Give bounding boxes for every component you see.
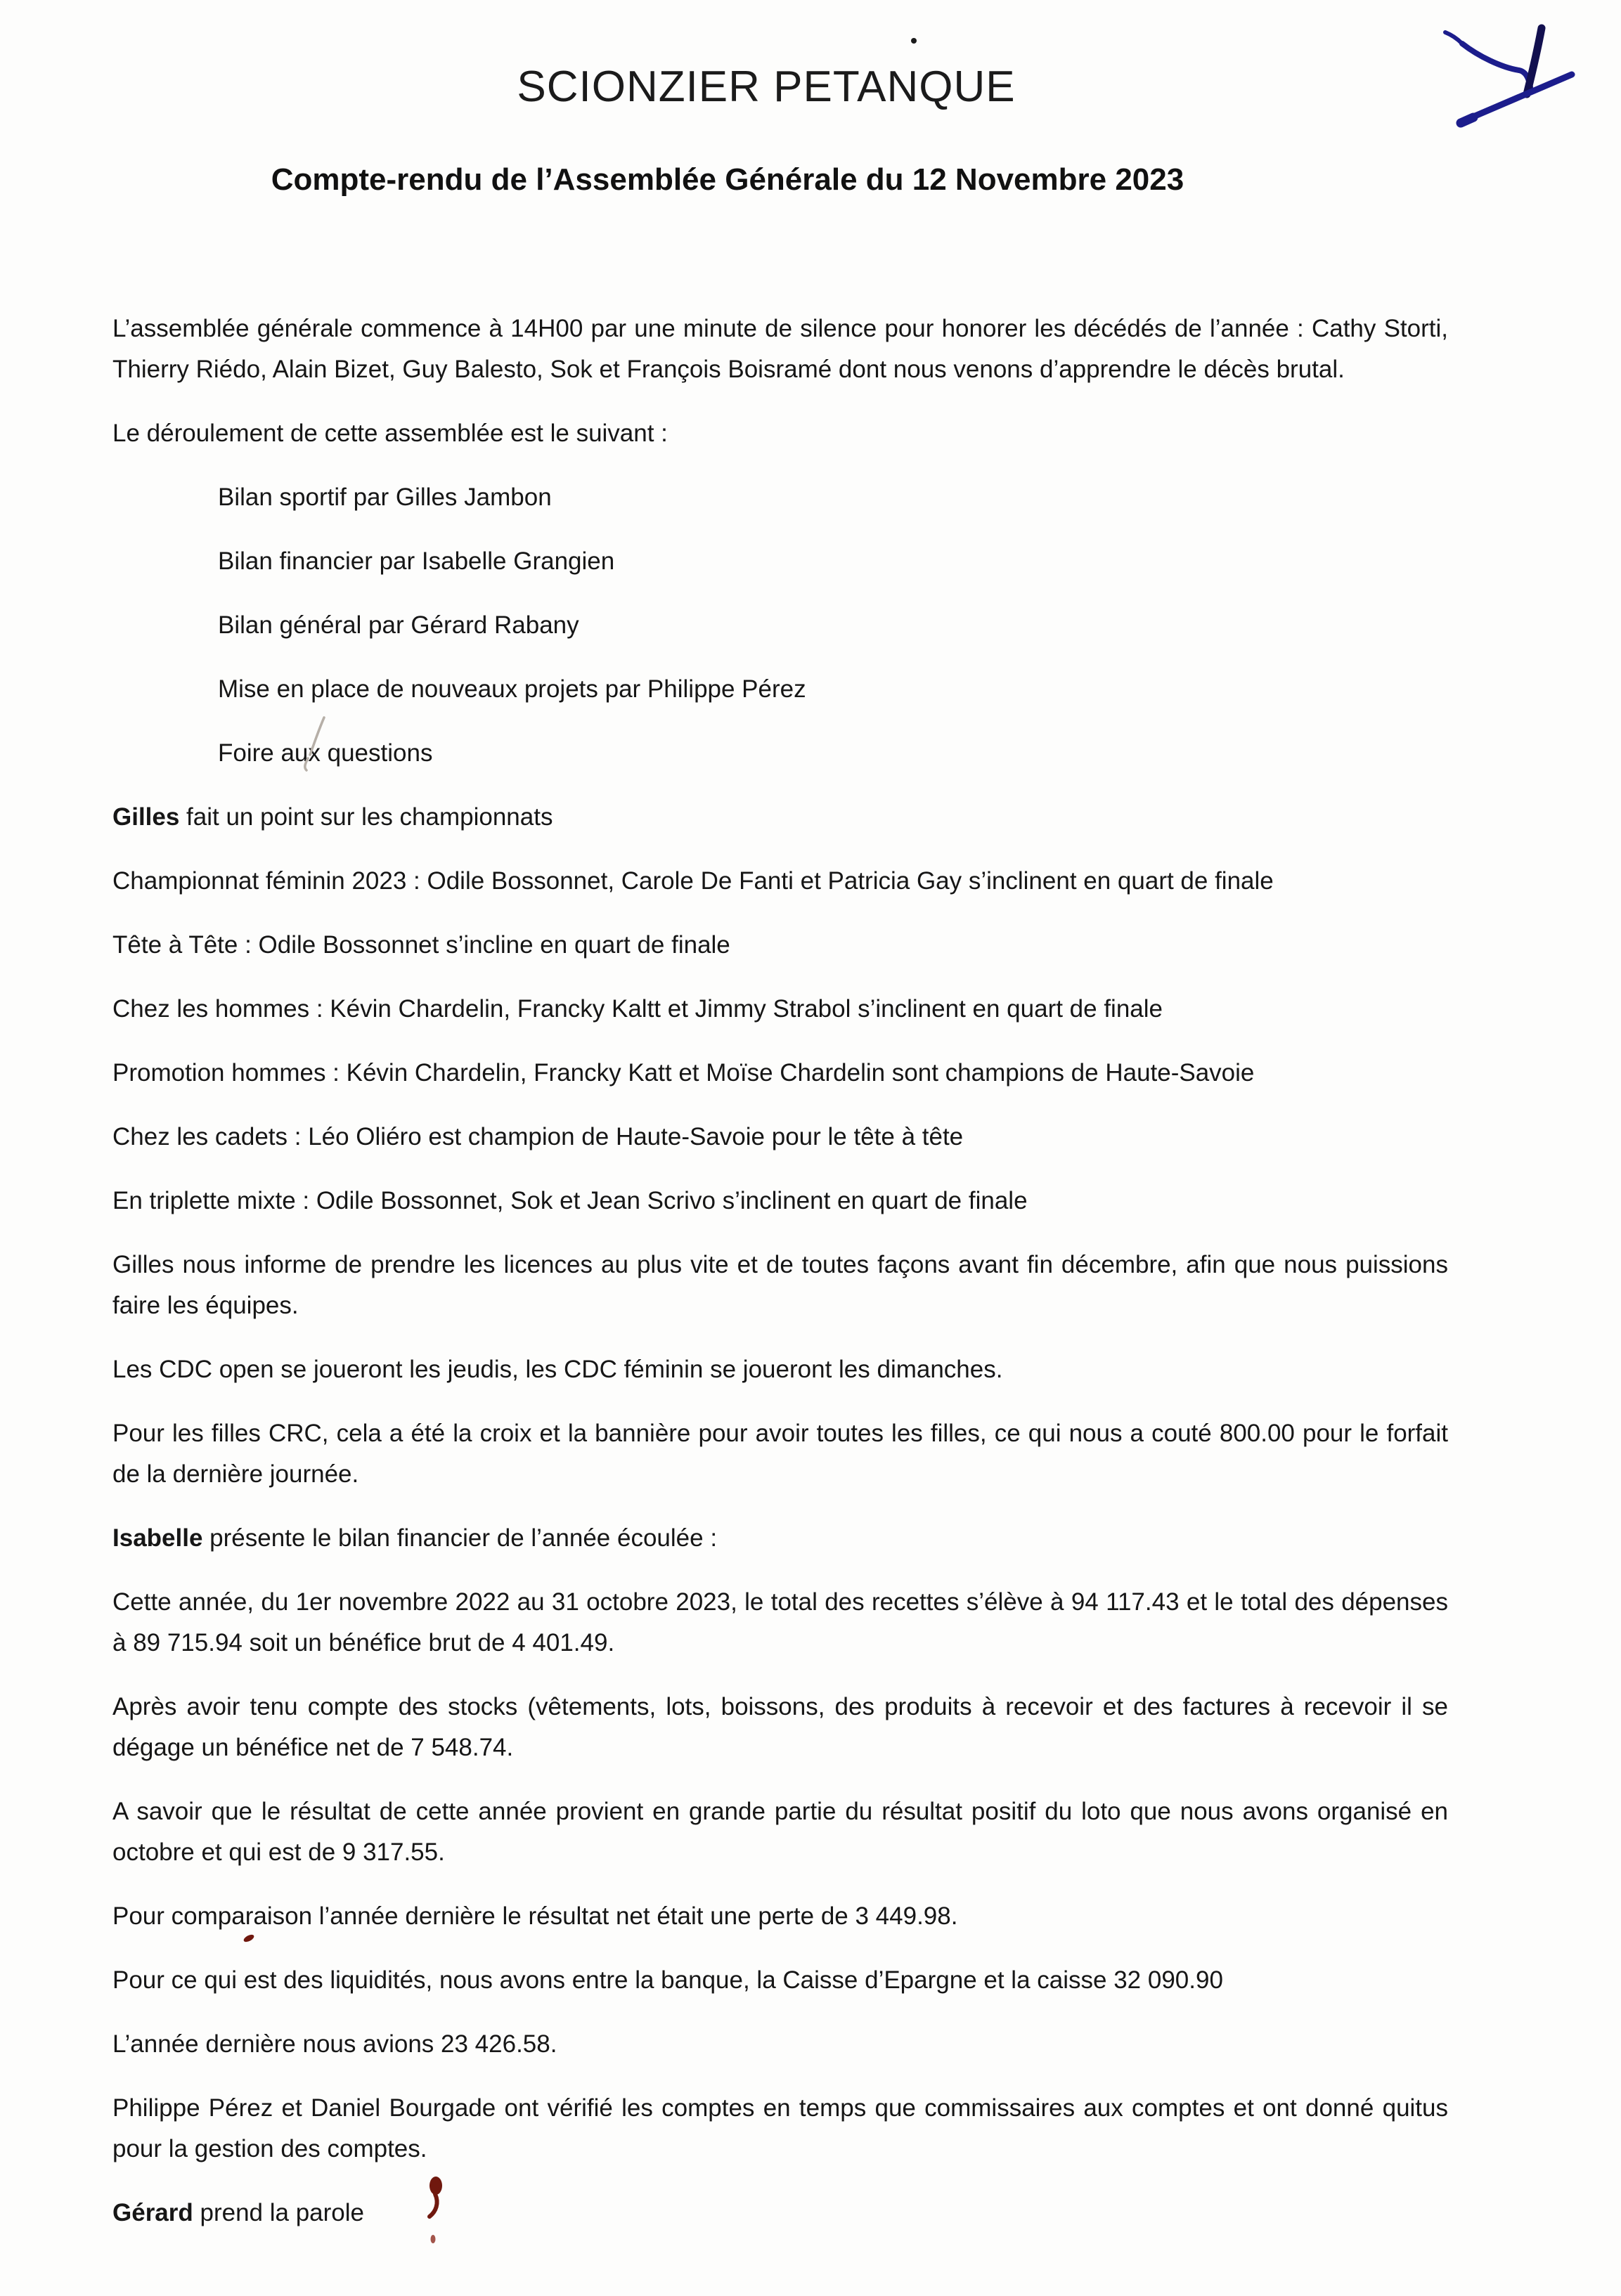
pen-stroke-vertical bbox=[1527, 28, 1542, 94]
paragraph-cadets: Chez les cadets : Léo Oliéro est champion de Haute-Savoie pour le tête à tête bbox=[112, 1123, 964, 1150]
paragraph-intro: L’assemblée générale commence à 14H00 par une minute de silence pour honorer les décédés de l’année : Cathy Storti, Thierry Riédo, Alain Bizet, Guy Balesto, Sok et François Boisramé dont nous venons d’apprendre le décès brutal. bbox=[112, 315, 1448, 383]
paragraph-licences: Gilles nous informe de prendre les licences au plus vite et de toutes façons avant fin décembre, afin que nous puissions faire les équipes. bbox=[112, 1251, 1448, 1319]
speaker-name-gerard: Gérard bbox=[112, 2199, 193, 2226]
paragraph-filles-crc: Pour les filles CRC, cela a été la croix et la bannière pour avoir toutes les filles, ce qui nous a couté 800.00 pour le forfait de la dernière journée. bbox=[112, 1420, 1448, 1488]
paragraph-bilan-annee: Cette année, du 1er novembre 2022 au 31 octobre 2023, le total des recettes s’élève à 94 117.43 et le total des dépenses à 89 715.94 soit un bénéfice brut de 4 401.49. bbox=[112, 1588, 1448, 1656]
paragraph-championnat-feminin: Championnat féminin 2023 : Odile Bossonnet, Carole De Fanti et Patricia Gay s’inclinent en quart de finale bbox=[112, 867, 1274, 895]
paragraph-isabelle-intro: Isabelle présente le bilan financier de l’année écoulée : bbox=[112, 1524, 718, 1552]
paragraph-comparaison: Pour comparaison l’année dernière le résultat net était une perte de 3 449.98. bbox=[112, 1902, 958, 1930]
pen-stroke-diagonal bbox=[1464, 74, 1572, 121]
agenda-item-bilan-general: Bilan général par Gérard Rabany bbox=[218, 611, 579, 639]
paragraph-agenda-intro: Le déroulement de cette assemblée est le suivant : bbox=[112, 420, 668, 447]
document-subtitle: Compte-rendu de l’Assemblée Générale du 12 Novembre 2023 bbox=[271, 162, 1184, 197]
paragraph-promotion-hommes: Promotion hommes : Kévin Chardelin, Francky Katt et Moïse Chardelin sont champions de Haute-Savoie bbox=[112, 1059, 1255, 1087]
paragraph-triplette-mixte: En triplette mixte : Odile Bossonnet, Sok et Jean Scrivo s’inclinent en quart de finale bbox=[112, 1187, 1028, 1214]
agenda-item-bilan-sportif: Bilan sportif par Gilles Jambon bbox=[218, 484, 552, 511]
paragraph-stocks: Après avoir tenu compte des stocks (vêtements, lots, boissons, des produits à recevoir et des factures à recevoir il se dégage un bénéfice net de 7 548.74. bbox=[112, 1693, 1448, 1761]
paragraph-gerard-parole: Gérard prend la parole bbox=[112, 2199, 365, 2226]
paragraph-cdc: Les CDC open se joueront les jeudis, les CDC féminin se joueront les dimanches. bbox=[112, 1356, 1003, 1383]
agenda-item-bilan-financier: Bilan financier par Isabelle Grangien bbox=[218, 547, 615, 575]
paragraph-verification-comptes: Philippe Pérez et Daniel Bourgade ont vérifié les comptes en temps que commissaires aux comptes et ont donné quitus pour la gestion des comptes. bbox=[112, 2094, 1448, 2162]
paragraph-loto: A savoir que le résultat de cette année provient en grande partie du résultat positif du loto que nous avons organisé en octobre et qui est de 9 317.55. bbox=[112, 1798, 1448, 1866]
pen-stroke-tick bbox=[1445, 32, 1462, 44]
pen-stroke-curve bbox=[1462, 44, 1530, 87]
pen-stroke-blob bbox=[1461, 117, 1473, 123]
document-title: SCIONZIER PETANQUE bbox=[517, 63, 1016, 111]
paragraph-gilles-review: Gilles fait un point sur les championnats bbox=[112, 803, 553, 831]
handwritten-pen-mark bbox=[1445, 28, 1572, 123]
document-content bbox=[112, 62, 1448, 2257]
paragraph-hommes: Chez les hommes : Kévin Chardelin, Francky Kaltt et Jimmy Strabol s’inclinent en quart de finale bbox=[112, 995, 1163, 1023]
paragraph-annee-derniere: L’année dernière nous avions 23 426.58. bbox=[112, 2030, 557, 2058]
scan-dot bbox=[911, 38, 917, 44]
speaker-name-isabelle: Isabelle bbox=[112, 1524, 203, 1552]
agenda-item-foire-questions: Foire aux questions bbox=[218, 739, 433, 767]
paragraph-liquidites: Pour ce qui est des liquidités, nous avons entre la banque, la Caisse d’Epargne et la caisse 32 090.90 bbox=[112, 1966, 1223, 1994]
speaker-name-gilles: Gilles bbox=[112, 803, 180, 831]
agenda-item-nouveaux-projets: Mise en place de nouveaux projets par Philippe Pérez bbox=[218, 675, 806, 703]
paragraph-tete-a-tete: Tête à Tête : Odile Bossonnet s’incline en quart de finale bbox=[112, 931, 730, 959]
document-body bbox=[112, 309, 1448, 2233]
